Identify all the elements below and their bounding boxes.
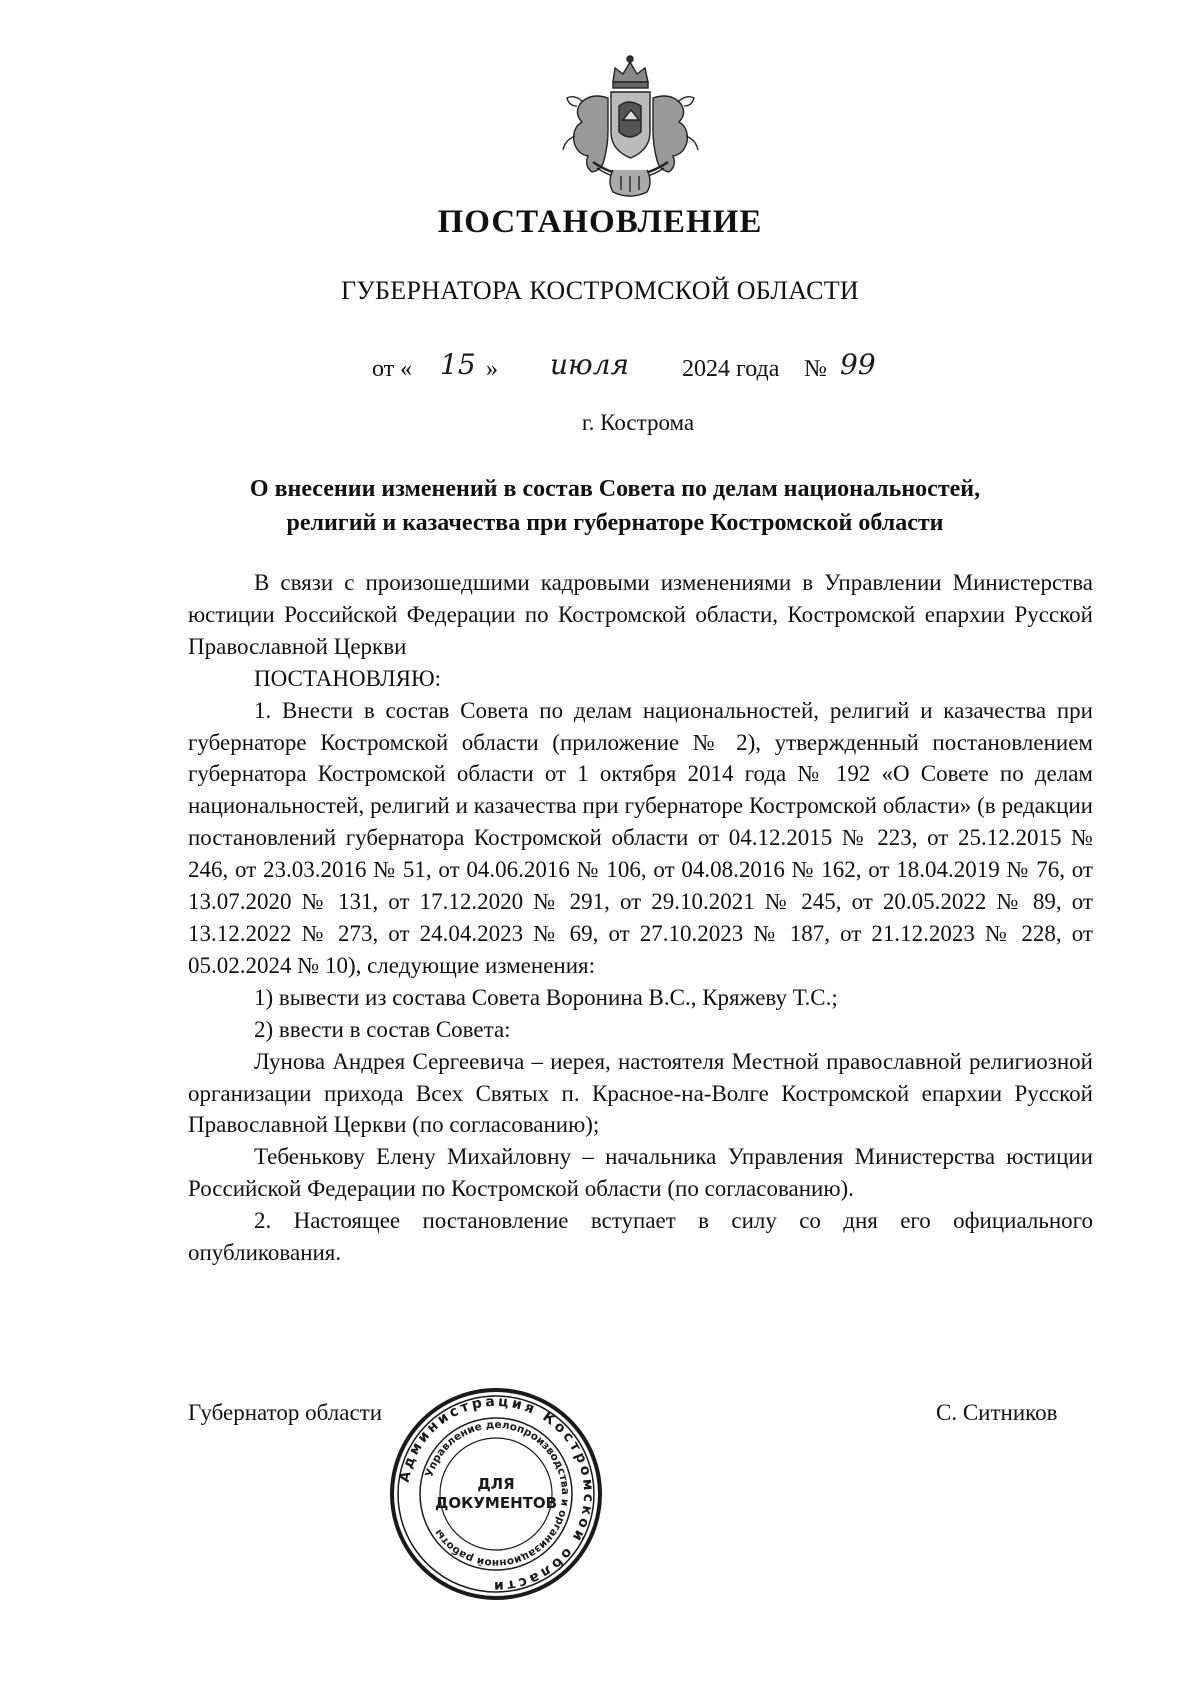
date-line [372, 348, 972, 394]
stamp-center-line-1: ДЛЯ [477, 1475, 515, 1493]
resolve-paragraph: ПОСТАНОВЛЯЮ: [254, 665, 442, 691]
signatory-name: С. Ситников [936, 1400, 1058, 1425]
document-body [188, 567, 1093, 1269]
coat-of-arms-icon [553, 50, 708, 200]
date-prefix: от « [372, 356, 413, 382]
heading-line-2: религий и казачества при губернаторе Костромской области [286, 510, 944, 536]
stamp-inner-text: Управление делопроизводства и организационной работы [423, 1418, 572, 1570]
person-2-paragraph: Тебенькову Елену Михайловну – начальника Управления Министерства юстиции Российской Федерации по Костромской области (по согласованию). [188, 1144, 1093, 1202]
document-number: 99 [840, 348, 876, 381]
preamble-paragraph: В связи с произошедшими кадровыми изменениями в Управлении Министерства юстиции Российской Федерации по Костромской области, Костромской епархии Русской Православной Церкви [188, 570, 1093, 659]
city: г. Кострома [581, 410, 695, 435]
date-month: июля [550, 348, 630, 381]
signatory-position: Губернатор области [188, 1400, 383, 1425]
date-day: 15 [440, 348, 476, 381]
item-1-paragraph: 1. Внести в состав Совета по делам национальностей, религий и казачества при губернаторе Костромской области (приложение № 2), утвержденный постановлением губернатора Костромской области от 1 октября 2014 года № 192 «О Совете по делам национальностей, религий и казачества при губернаторе Костромской области» (в редакции постановлений губернатора Костромской области от 04.12.2015 № 223, от 25.12.2015 № 246, от 23.03.2016 № 51, от 04.06.2016 № 106, от 04.08.2016 № 162, от 18.04.2019 № 76, от 13.07.2020 № 131, от 17.12.2020 № 291, от 29.10.2021 № 245, от 20.05.2022 № 89, от 13.12.2022 № 273, от 24.04.2023 № 69, от 27.10.2023 № 187, от 21.12.2023 № 228, от 05.02.2024 № 10), следующие изменения: [188, 697, 1093, 978]
number-sign: № [804, 356, 827, 382]
stamp-center-line-2: ДОКУМЕНТОВ [434, 1494, 558, 1512]
document-issuer: ГУБЕРНАТОРА КОСТРОМСКОЙ ОБЛАСТИ [341, 276, 859, 305]
date-close-quote: » [486, 356, 498, 382]
subitem-2-paragraph: 2) ввести в состав Совета: [254, 1016, 511, 1042]
person-1-paragraph: Лунова Андрея Сергеевича – иерея, настоятеля Местной православной религиозной организации прихода Всех Святых п. Красное-на-Волге Костромской епархии Русской Православной Церкви (по согласованию); [188, 1048, 1093, 1138]
heading-line-1: О внесении изменений в состав Совета по делам национальностей, [249, 476, 981, 502]
official-stamp [387, 1385, 605, 1603]
stamp-outer-text: Администрация Костромской области [396, 1393, 597, 1595]
subitem-1-paragraph: 1) вывести из состава Совета Воронина В.С., Кряжеву Т.С.; [254, 984, 838, 1010]
item-2-paragraph: 2. Настоящее постановление вступает в силу со дня его официального опубликования. [188, 1208, 1093, 1266]
date-year: 2024 года [682, 356, 780, 382]
document-title: ПОСТАНОВЛЕНИЕ [437, 204, 763, 240]
document-heading [150, 472, 1080, 540]
